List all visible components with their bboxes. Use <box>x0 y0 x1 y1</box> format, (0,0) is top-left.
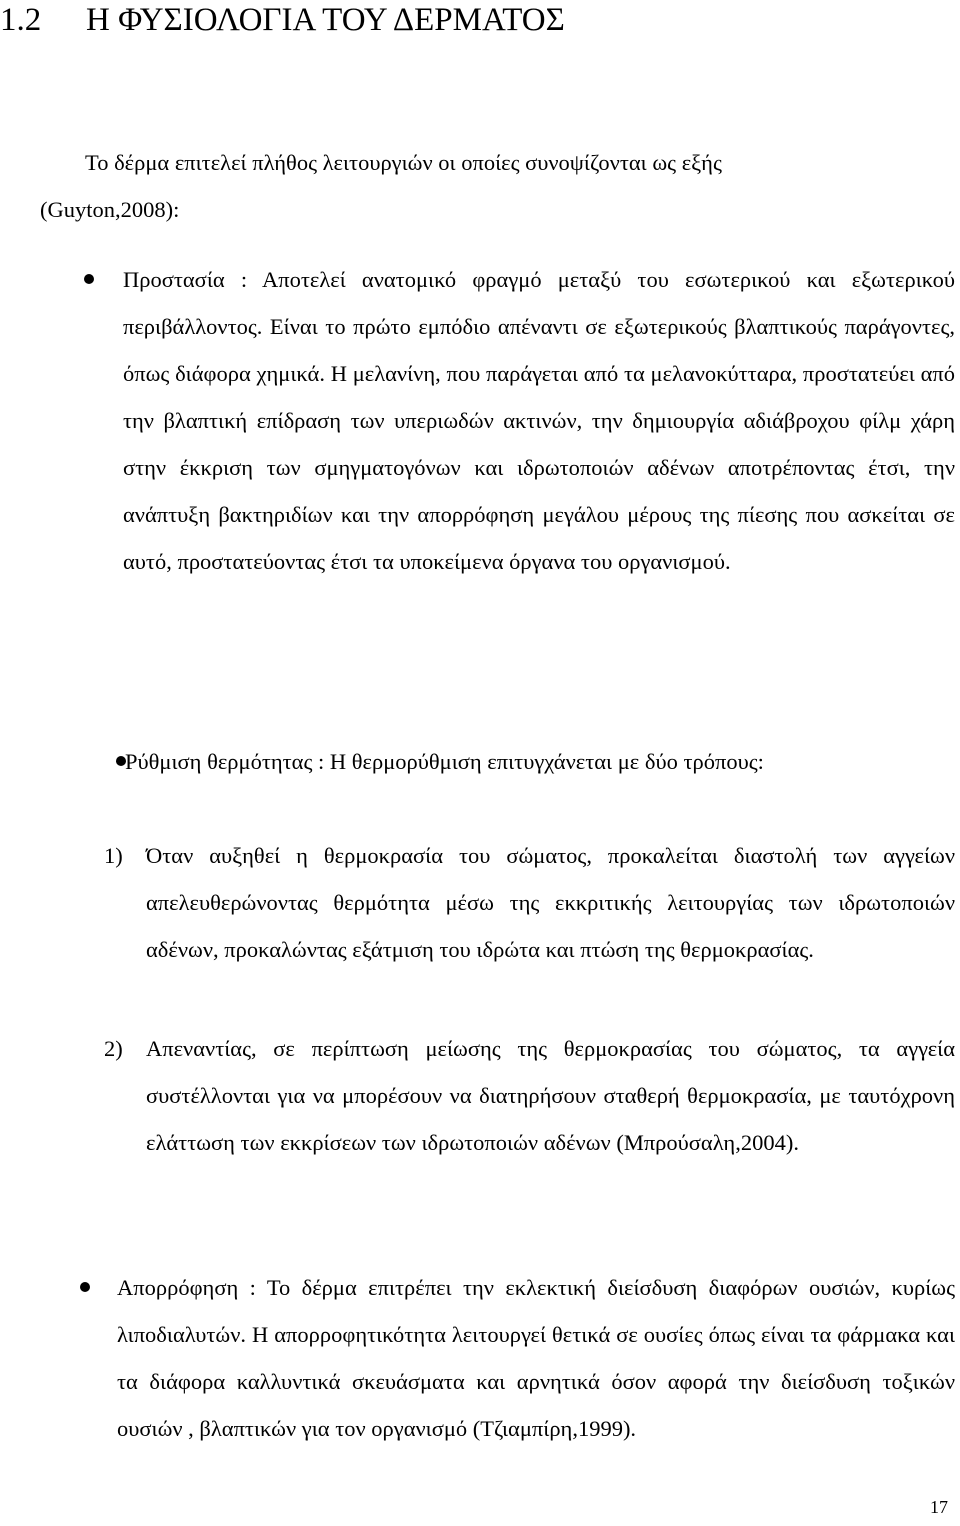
intro-citation: (Guyton,2008): <box>40 197 180 222</box>
bullet-absorption <box>117 1264 955 1452</box>
bullet-thermoregulation <box>125 738 955 785</box>
numbered-item-1 <box>104 832 955 973</box>
section-title: Η ΦΥΣΙΟΛΟΓΙΑ ΤΟΥ ΔΕΡΜΑΤΟΣ <box>86 2 565 38</box>
bullet-icon <box>84 274 94 284</box>
numbered-text: Απεναντίας, σε περίπτωση μείωσης της θερμοκρασίας του σώματος, τα αγγεία συστέλλονται για να μπορέσουν να διατηρήσουν σταθερή θερμοκρασία, με ταυτόχρονη ελάττωση των εκκρίσεων των ιδρωτοποιών αδένων (Μπρούσαλη,2004). <box>146 1036 955 1155</box>
bullet-icon <box>80 1282 90 1292</box>
bullet-protection <box>123 256 955 585</box>
numbered-label: 1) <box>104 843 123 868</box>
bullet-text: Απορρόφηση : Το δέρμα επιτρέπει την εκλεκτική διείσδυση διαφόρων ουσιών, κυρίως λιποδιαλυτών. Η απορροφητικότητα λειτουργεί θετικά σε ουσίες όπως είναι τα φάρμακα και τα διάφορα καλλυντικά σκευάσματα και αρνητικά όσον αφορά την διείσδυση τοξικών ουσιών , βλαπτικών για τον οργανισμό (Τζιαμπίρη,1999). <box>117 1275 955 1441</box>
numbered-item-2 <box>104 1025 955 1166</box>
numbered-label: 2) <box>104 1036 123 1061</box>
numbered-text: Όταν αυξηθεί η θερμοκρασία του σώματος, προκαλείται διαστολή των αγγείων απελευθερώνοντας θερμότητα μέσω της εκκριτικής λειτουργίας των ιδρωτοποιών αδένων, προκαλώντας εξάτμιση του ιδρώτα και πτώση της θερμοκρασίας. <box>146 843 955 962</box>
intro-line: Το δέρμα επιτελεί πλήθος λειτουργιών οι οποίες συνοψίζονται ως εξής <box>85 150 722 175</box>
bullet-text: Προστασία : Αποτελεί ανατομικό φραγμό μεταξύ του εσωτερικού και εξωτερικού περιβάλλοντος. Είναι το πρώτο εμπόδιο απέναντι σε εξωτερικούς βλαπτικούς παράγοντες, όπως διάφορα χημικά. Η μελανίνη, που παράγεται από τα μελανοκύτταρα, προστατεύει από την βλαπτική επίδραση των υπεριωδών ακτινών, την δημιουργία αδιάβροχου φίλμ χάρη στην έκκριση των σμηγματογόνων και ιδρωτοποιών αδένων αποτρέποντας έτσι, την ανάπτυξη βακτηριδίων και την απορρόφηση μεγάλου μέρους της πίεσης που ασκείται σε αυτό, προστατεύοντας έτσι τα υποκείμενα όργανα του οργανισμού. <box>123 267 955 574</box>
section-number: 1.2 <box>0 2 42 38</box>
bullet-text: Ρύθμιση θερμότητας : Η θερμορύθμιση επιτυγχάνεται με δύο τρόπους: <box>125 749 764 774</box>
section-heading <box>0 0 565 40</box>
page-number: 17 <box>930 1497 948 1517</box>
intro-paragraph <box>40 139 940 233</box>
